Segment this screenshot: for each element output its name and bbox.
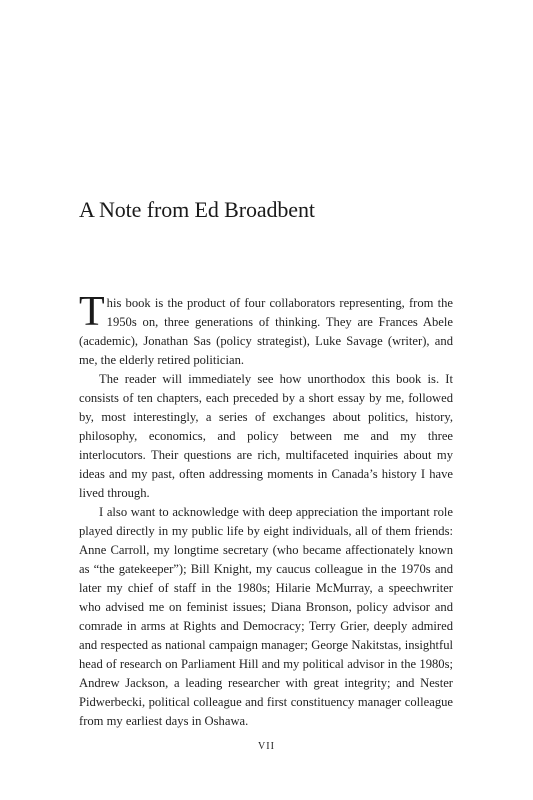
paragraph-3: I also want to acknowledge with deep appreciation the important role played directly in my public life by eight individuals, all of them friends: Anne Carroll, my longtime secretary (who became affectionately known as “the gatekeeper”); Bill Knight, my caucus colleague in the 1970s and later my chief of staff in the 1980s; Hilarie McMurray, a speechwriter who advised me on feminist issues; Diana Bronson, policy advisor and comrade in arms at Rights and Democracy; Terry Grier, deeply admired and respected as national campaign manager; George Nakitstas, insightful head of research on Parliament Hill and my political advisor in the 1980s; Andrew Jackson, a leading researcher with great integrity; and Nester Pidwerbecki, political colleague and first constituency manager colleague from my earliest days in Oshawa.	[79, 505, 453, 728]
chapter-title: A Note from Ed Broadbent	[79, 197, 315, 222]
body-text	[79, 289, 453, 731]
paragraph-1-text: his book is the product of four collaborators representing, from the 1950s on, three generations of thinking. They are Frances Abele (academic), Jonathan Sas (policy strategist), Luke Savage (writer), and me, the elderly retired politician.	[79, 296, 453, 367]
paragraph-2: The reader will immediately see how unorthodox this book is. It consists of ten chapters, each preceded by a short essay by me, followed by, most interestingly, a series of exchanges about politics, history, philosophy, economics, and policy between me and my three interlocutors. Their questions are rich, multifaceted inquiries about my ideas and my past, often addressing moments in Canada’s history I have lived through.	[79, 372, 453, 500]
page-number: VII	[258, 741, 275, 752]
paragraph-1	[79, 289, 453, 370]
drop-cap: T	[79, 289, 105, 335]
